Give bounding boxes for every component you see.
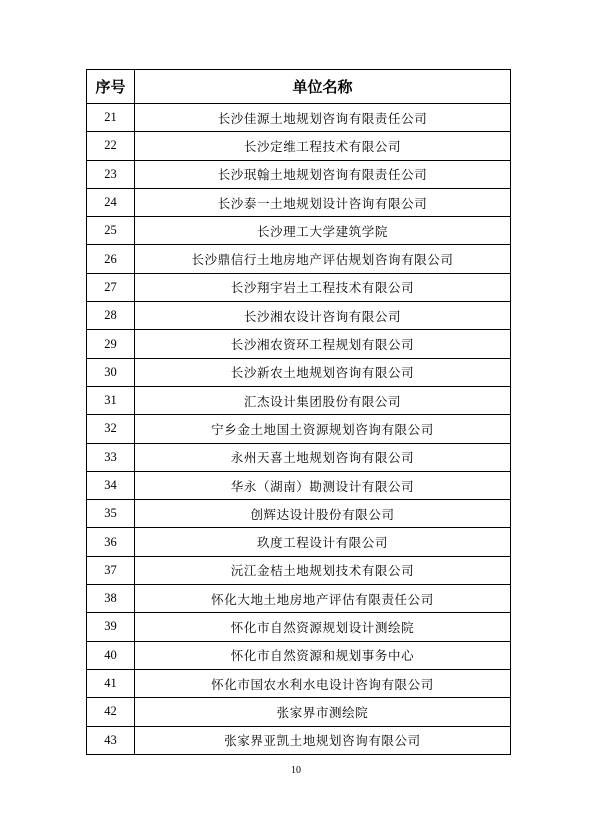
row-serial-number: 42 <box>87 698 135 726</box>
table-row <box>87 386 511 414</box>
row-unit-name: 长沙湘农资环工程规划有限公司 <box>135 330 511 358</box>
row-serial-number: 29 <box>87 330 135 358</box>
table-row <box>87 330 511 358</box>
row-serial-number: 33 <box>87 443 135 471</box>
row-unit-name: 长沙定维工程技术有限公司 <box>135 132 511 160</box>
row-serial-number: 39 <box>87 613 135 641</box>
table-row <box>87 726 511 754</box>
row-serial-number: 25 <box>87 217 135 245</box>
row-unit-name: 汇杰设计集团股份有限公司 <box>135 386 511 414</box>
row-unit-name: 华永（湖南）勘测设计有限公司 <box>135 471 511 499</box>
table-row <box>87 500 511 528</box>
row-serial-number: 32 <box>87 415 135 443</box>
row-unit-name: 长沙鼎信行土地房地产评估规划咨询有限公司 <box>135 245 511 273</box>
row-unit-name: 张家界亚凯土地规划咨询有限公司 <box>135 726 511 754</box>
row-unit-name: 长沙翔宇岩土工程技术有限公司 <box>135 273 511 301</box>
table-row <box>87 132 511 160</box>
row-serial-number: 41 <box>87 669 135 697</box>
row-unit-name: 玖度工程设计有限公司 <box>135 528 511 556</box>
row-serial-number: 43 <box>87 726 135 754</box>
table-row <box>87 669 511 697</box>
header-serial-number: 序号 <box>87 70 135 104</box>
row-unit-name: 沅江金桔土地规划技术有限公司 <box>135 556 511 584</box>
table-row <box>87 556 511 584</box>
row-unit-name: 永州天喜土地规划咨询有限公司 <box>135 443 511 471</box>
table-row <box>87 415 511 443</box>
row-serial-number: 35 <box>87 500 135 528</box>
table-row <box>87 641 511 669</box>
row-serial-number: 31 <box>87 386 135 414</box>
table-row <box>87 528 511 556</box>
row-serial-number: 30 <box>87 358 135 386</box>
row-unit-name: 张家界市测绘院 <box>135 698 511 726</box>
row-serial-number: 27 <box>87 273 135 301</box>
table-row <box>87 217 511 245</box>
table-row <box>87 302 511 330</box>
row-unit-name: 创辉达设计股份有限公司 <box>135 500 511 528</box>
row-serial-number: 23 <box>87 160 135 188</box>
row-unit-name: 怀化市自然资源和规划事务中心 <box>135 641 511 669</box>
row-unit-name: 长沙泰一土地规划设计咨询有限公司 <box>135 188 511 216</box>
table-body <box>87 104 511 755</box>
row-unit-name: 长沙珉翰土地规划咨询有限责任公司 <box>135 160 511 188</box>
table-row <box>87 471 511 499</box>
page-number: 10 <box>291 765 301 776</box>
header-unit-name: 单位名称 <box>135 70 511 104</box>
row-unit-name: 怀化大地土地房地产评估有限责任公司 <box>135 585 511 613</box>
table-row <box>87 245 511 273</box>
row-unit-name: 宁乡金土地国土资源规划咨询有限公司 <box>135 415 511 443</box>
row-serial-number: 21 <box>87 104 135 132</box>
row-serial-number: 36 <box>87 528 135 556</box>
table-row <box>87 104 511 132</box>
row-serial-number: 38 <box>87 585 135 613</box>
row-unit-name: 长沙理工大学建筑学院 <box>135 217 511 245</box>
row-serial-number: 22 <box>87 132 135 160</box>
row-serial-number: 37 <box>87 556 135 584</box>
table-row <box>87 585 511 613</box>
row-unit-name: 长沙湘农设计咨询有限公司 <box>135 302 511 330</box>
table-row <box>87 160 511 188</box>
row-unit-name: 怀化市自然资源规划设计测绘院 <box>135 613 511 641</box>
table-row <box>87 613 511 641</box>
row-serial-number: 26 <box>87 245 135 273</box>
table-row <box>87 698 511 726</box>
row-unit-name: 怀化市国农水利水电设计咨询有限公司 <box>135 669 511 697</box>
row-serial-number: 40 <box>87 641 135 669</box>
row-unit-name: 长沙佳源土地规划咨询有限责任公司 <box>135 104 511 132</box>
table-row <box>87 273 511 301</box>
units-table <box>86 69 511 755</box>
table-row <box>87 443 511 471</box>
row-serial-number: 28 <box>87 302 135 330</box>
row-unit-name: 长沙新农土地规划咨询有限公司 <box>135 358 511 386</box>
row-serial-number: 34 <box>87 471 135 499</box>
row-serial-number: 24 <box>87 188 135 216</box>
table-header-row <box>87 70 511 104</box>
table-row <box>87 188 511 216</box>
table-row <box>87 358 511 386</box>
